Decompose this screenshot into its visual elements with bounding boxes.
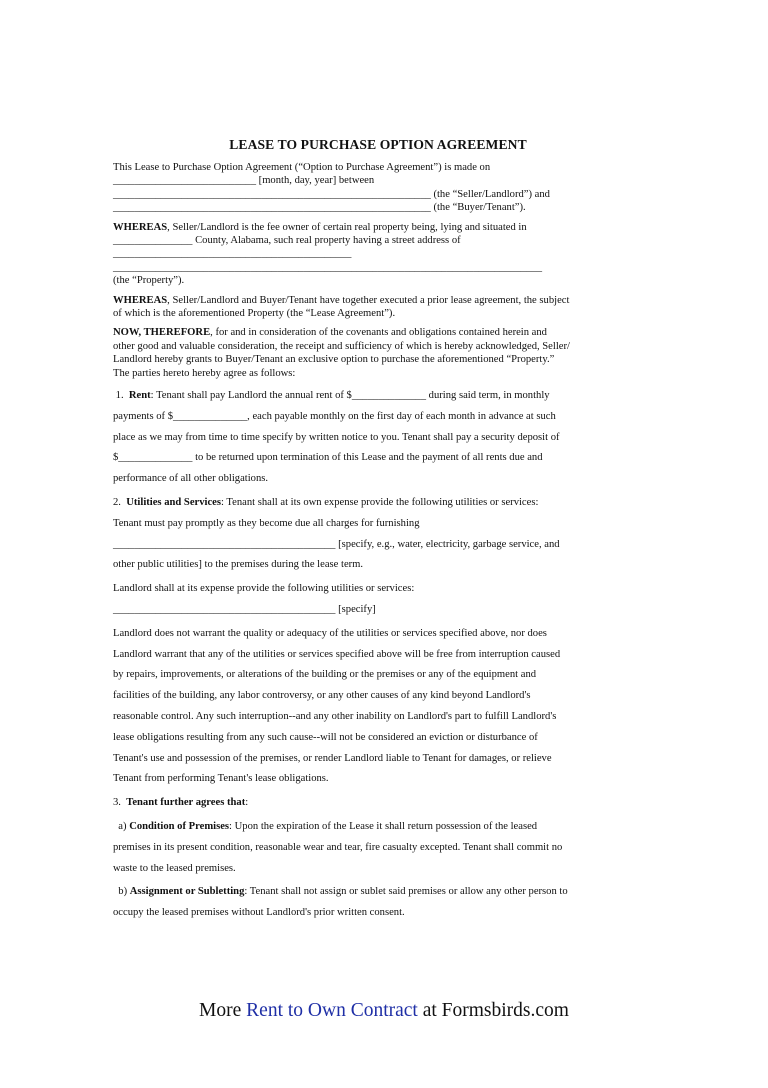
intro-line: ____________________________________________________________ (the “Seller/Landlord”) and <box>113 188 550 200</box>
utilities-line: __________________________________________ [specify, e.g., water, electricity, garbage service, and <box>113 538 560 550</box>
whereas-label: WHEREAS <box>113 221 168 233</box>
section-number: 1. <box>113 390 129 402</box>
intro-line: ___________________________ [month, day, year] between <box>113 175 375 187</box>
utilities-line: Tenant must pay promptly as they become due all charges for furnishing <box>113 517 420 529</box>
footer-banner <box>0 1000 768 1022</box>
warranty-line: Tenant from performing Tenant's lease obligations. <box>113 773 329 785</box>
assignment-section <box>113 882 643 924</box>
warranty-line: lease obligations resulting from any such cause--will not be considered an eviction or disturbance of <box>113 731 538 743</box>
therefore-text: , for and in consideration of the covenants and obligations contained herein and <box>210 327 547 339</box>
warranty-line: by repairs, improvements, or alterations of the building or the premises or any of the equipment and <box>113 669 537 681</box>
condition-section <box>113 817 643 879</box>
utilities-section <box>113 493 643 576</box>
rent-line: payments of $______________, each payable monthly on the first day of each month in advance at such <box>113 410 556 422</box>
warranty-line: Tenant's use and possession of the premises, or render Landlord liable to Tenant for damages, or relieve <box>113 752 552 764</box>
subsection-letter: a) <box>113 821 130 833</box>
footer-prefix: More <box>199 1000 247 1021</box>
whereas-line: _____________________________________________ <box>113 248 352 260</box>
tenant-agrees-colon: : <box>245 797 249 809</box>
rent-line: $______________ to be returned upon termination of this Lease and the payment of all rents due and <box>113 452 543 464</box>
rent-to-own-link[interactable]: Rent to Own Contract <box>246 1000 418 1021</box>
warranty-line: Landlord warrant that any of the utilities or services specified above will be free from interruption caused <box>113 648 561 660</box>
rent-line: place as we may from time to time specify by written notice to you. Tenant shall pay a security deposit of <box>113 431 560 443</box>
subsection-letter: b) <box>113 886 130 898</box>
intro-line: ____________________________________________________________ (the “Buyer/Tenant”). <box>113 202 526 214</box>
whereas-paragraph-1 <box>113 221 643 288</box>
condition-line: waste to the leased premises. <box>113 862 236 874</box>
warranty-line: facilities of the building, any labor controversy, or any other causes of any kind beyond Landlord's <box>113 690 531 702</box>
landlord-utilities-section <box>113 579 643 621</box>
condition-label: Condition of Premises <box>129 821 230 833</box>
therefore-line: Landlord hereby grants to Buyer/Tenant an exclusive option to purchase the aforementioned “Property.” <box>113 354 555 366</box>
utilities-line: other public utilities] to the premises during the lease term. <box>113 559 364 571</box>
rent-text: : Tenant shall pay Landlord the annual rent of $______________ during said term, in monthly <box>150 390 550 402</box>
utilities-text: : Tenant shall at its own expense provide the following utilities or services: <box>221 497 539 509</box>
tenant-agrees-label: Tenant further agrees that <box>126 797 246 809</box>
assignment-line: occupy the leased premises without Landlord's prior written consent. <box>113 907 405 919</box>
whereas-text: , Seller/Landlord and Buyer/Tenant have together executed a prior lease agreement, the subject <box>167 294 570 306</box>
document-title: LEASE TO PURCHASE OPTION AGREEMENT <box>229 137 527 152</box>
intro-line: This Lease to Purchase Option Agreement (“Option to Purchase Agreement”) is made on <box>113 162 491 173</box>
section-number: 3. <box>113 797 127 809</box>
whereas-line: (the “Property”). <box>113 275 185 287</box>
whereas-line: _________________________________________________________________________________ <box>113 261 543 273</box>
whereas-line: of which is the aforementioned Property (the “Lease Agreement”). <box>113 308 396 320</box>
utilities-label: Utilities and Services <box>126 497 221 509</box>
whereas-paragraph-2 <box>113 294 643 321</box>
whereas-label: WHEREAS <box>113 294 168 306</box>
intro-paragraph <box>113 161 643 215</box>
rent-section <box>113 386 643 490</box>
therefore-line: other good and valuable consideration, the receipt and sufficiency of which is hereby acknowledged, Seller/ <box>113 340 570 352</box>
whereas-text: , Seller/Landlord is the fee owner of certain real property being, lying and situated in <box>167 221 527 233</box>
rent-line: performance of all other obligations. <box>113 473 269 485</box>
rent-label: Rent <box>128 390 151 402</box>
warranty-line: reasonable control. Any such interruption--and any other inability on Landlord's part to fulfill Landlord's <box>113 711 557 723</box>
warranty-line: Landlord does not warrant the quality or adequacy of the utilities or services specified above, nor does <box>113 627 547 639</box>
therefore-label: NOW, THEREFORE <box>113 327 211 339</box>
therefore-paragraph <box>113 326 643 380</box>
document-page <box>113 137 643 927</box>
condition-text: : Upon the expiration of the Lease it shall return possession of the leased <box>229 821 538 833</box>
footer-suffix: at Formsbirds.com <box>417 1000 569 1021</box>
tenant-agrees-heading <box>113 793 643 814</box>
assignment-label: Assignment or Subletting <box>129 886 245 898</box>
section-number: 2. <box>113 497 127 509</box>
assignment-text: : Tenant shall not assign or sublet said premises or allow any other person to <box>244 886 568 898</box>
landlord-utilities-line: Landlord shall at its expense provide the following utilities or services: <box>113 583 415 595</box>
landlord-utilities-line: __________________________________________ [specify] <box>113 604 376 616</box>
therefore-line: The parties hereto hereby agree as follows: <box>113 367 296 379</box>
condition-line: premises in its present condition, reasonable wear and tear, fire casualty excepted. Tenant shall commit no <box>113 841 563 853</box>
whereas-line: _______________ County, Alabama, such real property having a street address of <box>113 235 461 247</box>
warranty-section <box>113 624 643 790</box>
